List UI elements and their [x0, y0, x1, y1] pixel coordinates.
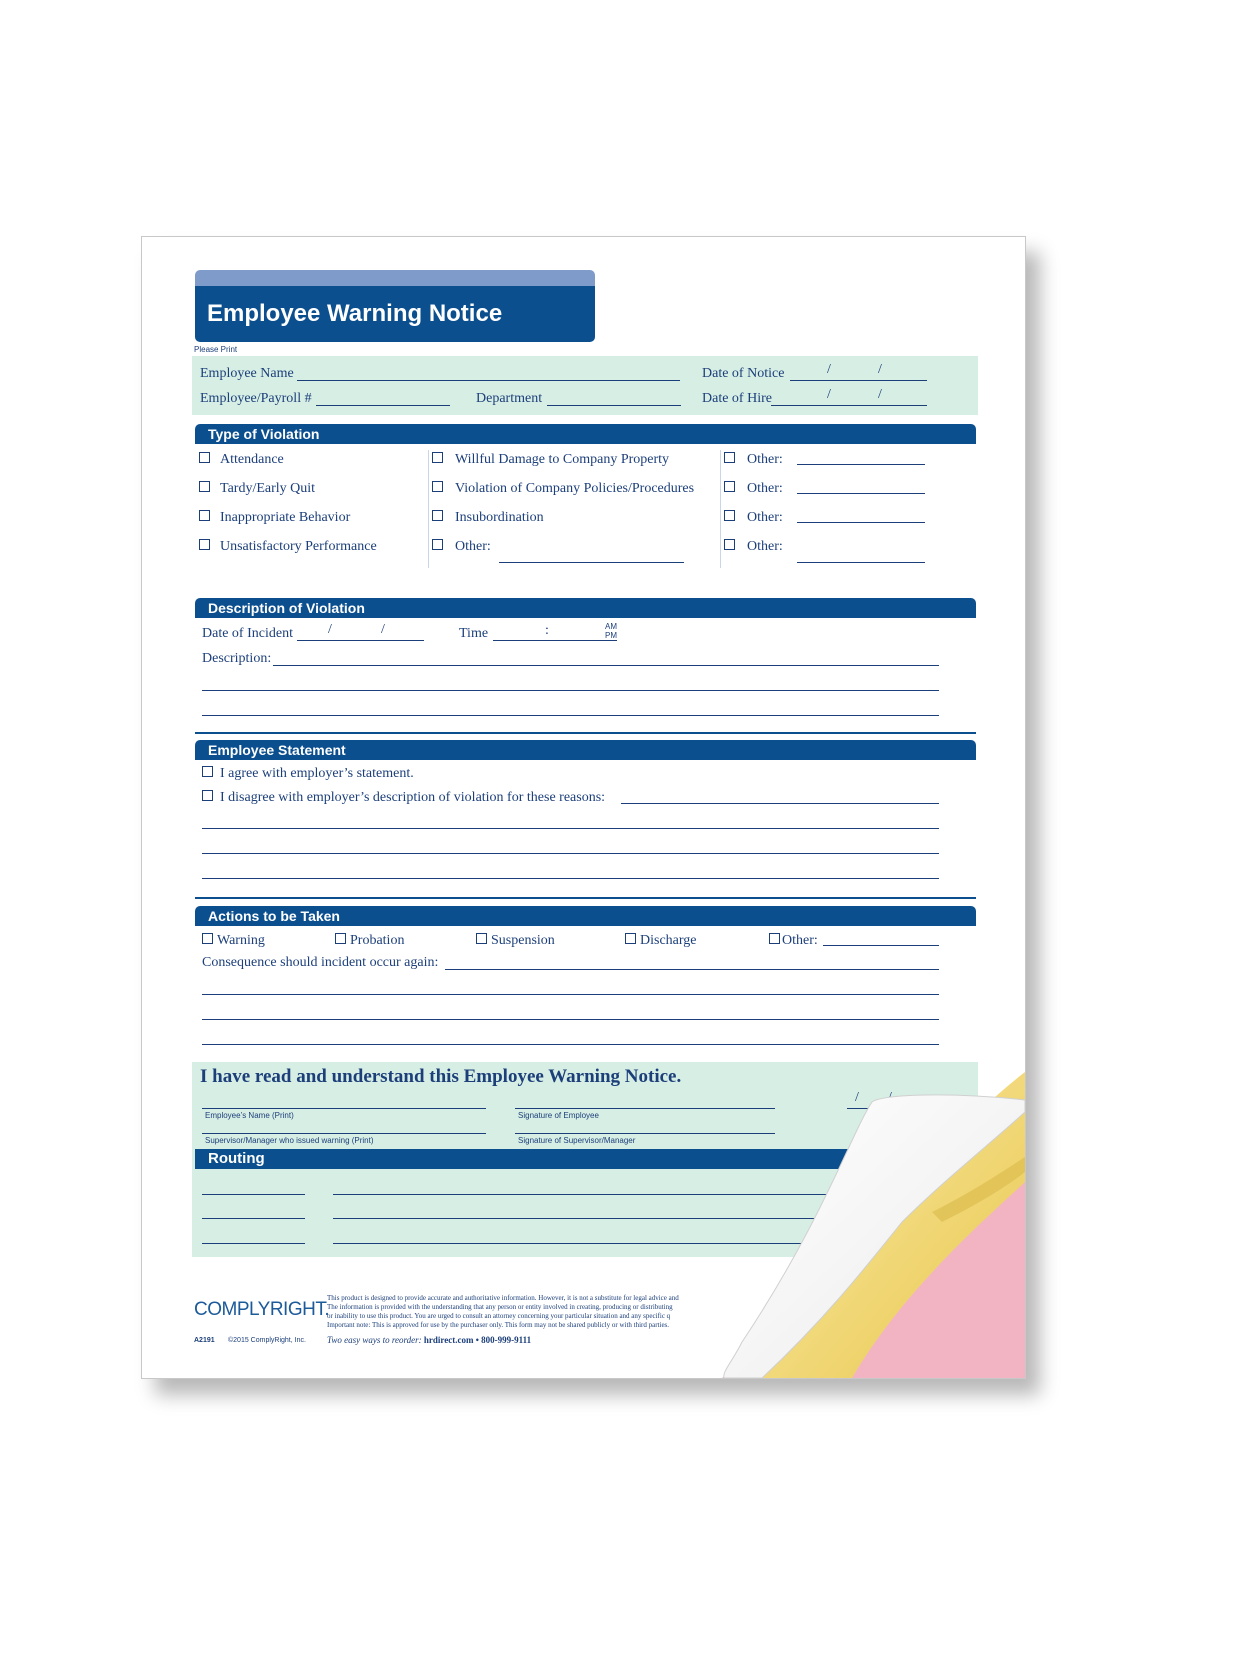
acknowledgement-heading: I have read and understand this Employee Warning Notice. — [200, 1066, 682, 1087]
consequence-line[interactable] — [202, 1044, 939, 1045]
violation-option[interactable]: Willful Damage to Company Property — [432, 450, 694, 479]
action-option-other[interactable]: Other: — [769, 931, 818, 949]
checkbox[interactable] — [724, 539, 735, 550]
date-of-hire-label: Date of Hire — [702, 391, 772, 406]
description-line[interactable] — [202, 715, 939, 716]
am-marker: AM — [605, 622, 617, 631]
checkbox[interactable] — [202, 766, 213, 777]
violation-option[interactable]: Violation of Company Policies/Procedures — [432, 479, 694, 508]
routing-line[interactable] — [202, 1218, 305, 1219]
statement-line[interactable] — [202, 878, 939, 879]
time-separator: : — [545, 623, 549, 638]
checkbox[interactable] — [432, 510, 443, 521]
date-separator: / — [878, 387, 882, 402]
other-field[interactable] — [797, 562, 925, 563]
date-of-incident-field[interactable] — [297, 640, 424, 641]
description-label: Description: — [202, 651, 272, 666]
checkbox[interactable] — [199, 481, 210, 492]
employee-statement-header: Employee Statement — [195, 740, 976, 760]
date-of-notice-label: Date of Notice — [702, 366, 785, 381]
checkbox[interactable] — [202, 790, 213, 801]
type-of-violation-header: Type of Violation — [195, 424, 976, 444]
violation-option[interactable]: Tardy/Early Quit — [199, 479, 377, 508]
violation-option[interactable]: Other: — [724, 537, 783, 566]
consequence-line[interactable] — [202, 994, 939, 995]
date-separator: / — [855, 1090, 859, 1105]
page-curl — [702, 1072, 1025, 1378]
other-field[interactable] — [797, 464, 925, 465]
violation-option[interactable]: Other: — [432, 537, 694, 566]
payroll-field[interactable] — [316, 405, 450, 406]
disagree-option[interactable]: I disagree with employer’s description of violation for these reasons: — [202, 788, 605, 806]
checkbox[interactable] — [476, 933, 487, 944]
violation-option[interactable]: Attendance — [199, 450, 377, 479]
checkbox[interactable] — [724, 510, 735, 521]
agree-option[interactable]: I agree with employer’s statement. — [202, 764, 414, 782]
supervisor-print-line[interactable] — [202, 1133, 486, 1134]
action-option-probation[interactable]: Probation — [335, 931, 404, 949]
violation-option[interactable]: Other: — [724, 508, 783, 537]
pm-marker: PM — [605, 631, 617, 640]
checkbox[interactable] — [432, 539, 443, 550]
action-option-suspension[interactable]: Suspension — [476, 931, 555, 949]
violation-option[interactable]: Inappropriate Behavior — [199, 508, 377, 537]
checkbox[interactable] — [199, 539, 210, 550]
checkbox[interactable] — [202, 933, 213, 944]
disagree-reason-line[interactable] — [621, 803, 939, 804]
section-rule — [195, 897, 976, 899]
form-title: Employee Warning Notice — [195, 286, 595, 342]
consequence-line[interactable] — [445, 969, 939, 970]
other-field[interactable] — [797, 493, 925, 494]
other-field[interactable] — [499, 562, 684, 563]
legal-disclaimer: This product is designed to provide accurate and authoritative information. However, it is not a substitute for legal advice and The information is provided with the understanding that any person or entity involved in creating, producing or distributing or inability to use this product. You are urged to consult an attorney concerning your particular situation and any specific q Important note: This is approved for use by the purchaser only. This form may not be shared publicly or with third parties. — [327, 1294, 679, 1329]
violation-column-divider — [720, 450, 721, 568]
employee-name-field[interactable] — [297, 380, 680, 381]
description-line[interactable] — [202, 690, 939, 691]
employee-name-print-caption: Employee’s Name (Print) — [205, 1111, 294, 1120]
please-print-note: Please Print — [194, 345, 238, 354]
date-of-notice-field[interactable] — [790, 380, 927, 381]
date-of-incident-label: Date of Incident — [202, 626, 293, 641]
title-accent-bar — [195, 270, 595, 286]
date-separator: / — [878, 362, 882, 377]
checkbox[interactable] — [769, 933, 780, 944]
payroll-label: Employee/Payroll # — [200, 391, 312, 406]
action-option-discharge[interactable]: Discharge — [625, 931, 697, 949]
routing-header: Routing — [195, 1149, 976, 1169]
date-separator: / — [328, 622, 332, 637]
routing-line[interactable] — [202, 1243, 305, 1244]
other-field[interactable] — [797, 522, 925, 523]
complyright-logo: COMPLYRIGHT. — [194, 1299, 330, 1320]
checkbox[interactable] — [199, 510, 210, 521]
employee-signature-caption: Signature of Employee — [518, 1111, 599, 1120]
employee-name-label: Employee Name — [200, 366, 294, 381]
reorder-info: Two easy ways to reorder: hrdirect.com • 800-999-9111 — [327, 1335, 532, 1345]
checkbox[interactable] — [432, 481, 443, 492]
date-of-hire-field[interactable] — [771, 405, 927, 406]
checkbox[interactable] — [625, 933, 636, 944]
supervisor-print-caption: Supervisor/Manager who issued warning (Print) — [205, 1136, 374, 1145]
supervisor-signature-caption: Signature of Supervisor/Manager — [518, 1136, 636, 1145]
violation-column-1 — [199, 450, 377, 566]
checkbox[interactable] — [199, 452, 210, 463]
section-rule — [195, 732, 976, 734]
time-field[interactable] — [493, 640, 617, 641]
form-number: A2191 — [194, 1337, 215, 1344]
violation-column-2 — [432, 450, 694, 566]
violation-option[interactable]: Unsatisfactory Performance — [199, 537, 377, 566]
violation-column-3 — [724, 450, 783, 566]
consequence-label: Consequence should incident occur again: — [202, 955, 439, 970]
checkbox[interactable] — [724, 452, 735, 463]
action-option-warning[interactable]: Warning — [202, 931, 265, 949]
checkbox[interactable] — [432, 452, 443, 463]
time-label: Time — [459, 626, 489, 641]
statement-line[interactable] — [202, 853, 939, 854]
action-other-field[interactable] — [823, 945, 939, 946]
routing-line[interactable] — [202, 1194, 305, 1195]
description-line[interactable] — [273, 665, 939, 666]
checkbox[interactable] — [724, 481, 735, 492]
actions-header: Actions to be Taken — [195, 906, 976, 926]
consequence-line[interactable] — [202, 1019, 939, 1020]
form-sheet — [141, 236, 1026, 1379]
description-of-violation-header: Description of Violation — [195, 598, 976, 618]
department-label: Department — [476, 391, 543, 406]
violation-option[interactable]: Insubordination — [432, 508, 694, 537]
checkbox[interactable] — [335, 933, 346, 944]
date-separator: / — [381, 622, 385, 637]
violation-option[interactable]: Other: — [724, 479, 783, 508]
violation-option[interactable]: Other: — [724, 450, 783, 479]
copyright: ©2015 ComplyRight, Inc. — [228, 1337, 306, 1344]
date-separator: / — [827, 387, 831, 402]
department-field[interactable] — [547, 405, 681, 406]
date-separator: / — [827, 362, 831, 377]
employee-name-print-line[interactable] — [202, 1108, 486, 1109]
statement-line[interactable] — [202, 828, 939, 829]
